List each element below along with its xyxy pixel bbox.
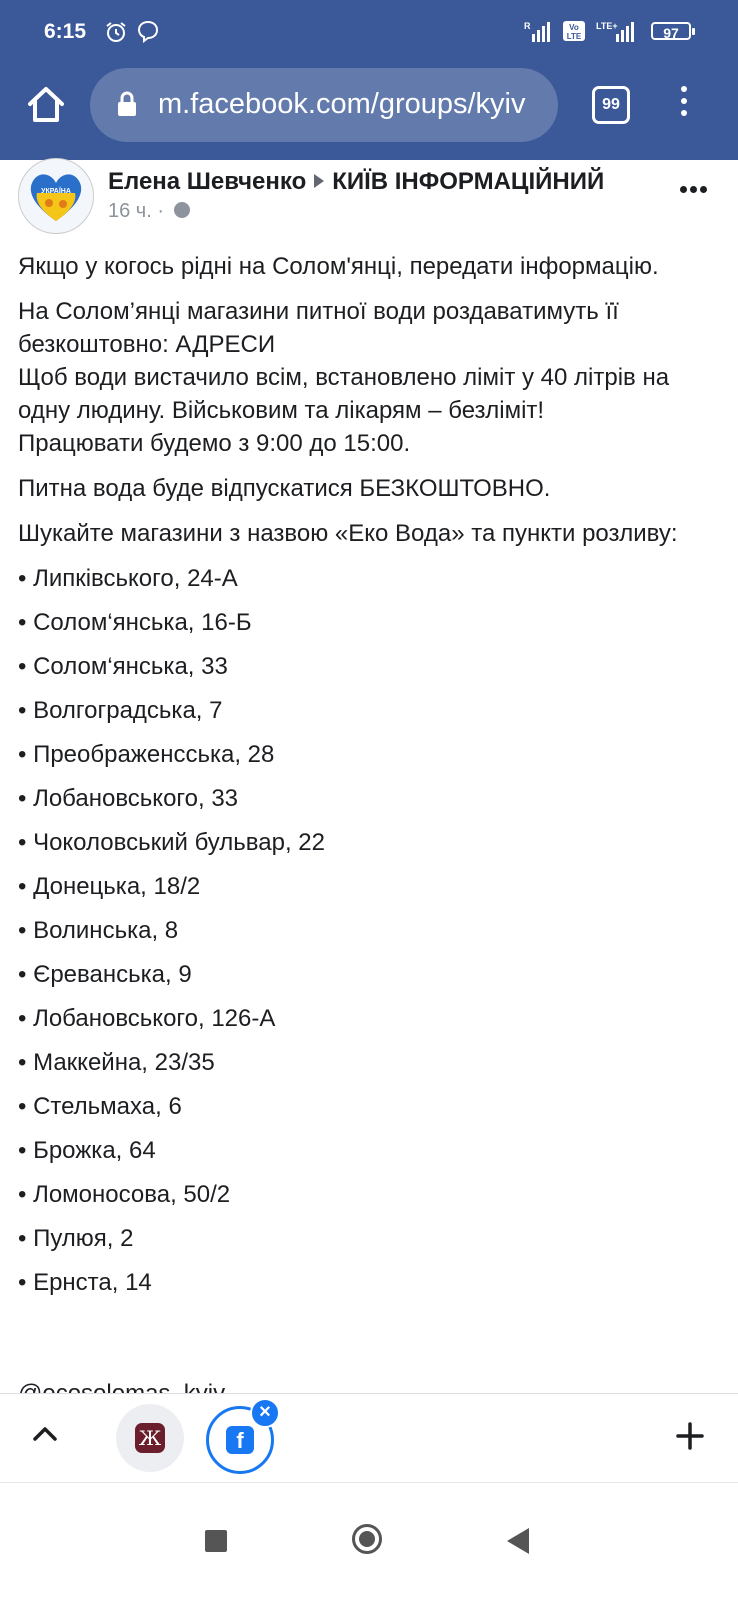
tab-thumbnail-other[interactable] — [116, 1404, 184, 1472]
address-item: • Маккейна, 23/35 — [18, 1049, 215, 1076]
browser-top-bar — [0, 0, 738, 160]
arrow-right-icon — [314, 174, 324, 188]
address-item: • Ернста, 14 — [18, 1269, 152, 1296]
post-paragraph: Шукайте магазини з назвою «Еко Вода» та пункти розливу: — [18, 520, 678, 547]
chevron-up-icon[interactable] — [30, 1422, 60, 1446]
address-item: • Єреванська, 9 — [18, 961, 192, 988]
status-time: 6:15 — [44, 20, 87, 43]
address-item: • Донецька, 18/2 — [18, 873, 201, 900]
post-paragraph: Питна вода буде відпускатися БЕЗКОШТОВНО. — [18, 475, 551, 502]
viber-icon — [136, 20, 160, 44]
volte-icon — [562, 20, 586, 42]
avatar-label: УКРАЇНА — [41, 188, 71, 195]
meta-separator: · — [157, 200, 165, 222]
svg-text:Vo: Vo — [569, 23, 579, 32]
address-item: • Пулюя, 2 — [18, 1225, 134, 1252]
address-item: • Чоколовський бульвар, 22 — [18, 829, 325, 856]
home-icon[interactable] — [24, 82, 68, 126]
post-meta — [108, 200, 190, 223]
address-item: • Солом‘янська, 33 — [18, 653, 228, 680]
lock-icon — [116, 91, 138, 117]
url-text: m.facebook.com/groups/kyiv — [158, 88, 526, 120]
address-item: • Брожка, 64 — [18, 1137, 156, 1164]
address-item: • Волгоградська, 7 — [18, 697, 223, 724]
address-item: • Лобановського, 33 — [18, 785, 239, 812]
back-icon[interactable] — [507, 1528, 529, 1554]
home-nav-icon[interactable] — [352, 1524, 382, 1554]
site-favicon-icon: Ж — [135, 1423, 165, 1453]
address-item: • Липківського, 24-А — [18, 565, 238, 592]
svg-text:LTE: LTE — [566, 32, 582, 41]
address-item: • Стельмаха, 6 — [18, 1093, 182, 1120]
lte-signal-icon — [596, 20, 640, 42]
ukraine-heart-logo — [19, 159, 93, 233]
new-tab-plus-icon[interactable] — [676, 1422, 704, 1450]
overflow-menu-icon[interactable] — [676, 86, 692, 126]
address-bar[interactable] — [90, 68, 558, 142]
tab-strip — [0, 1393, 738, 1482]
lte-label: LTE+ — [596, 21, 618, 31]
cut-off-line[interactable] — [18, 1377, 225, 1393]
close-tab-icon[interactable]: × — [250, 1398, 280, 1428]
post-text — [18, 250, 718, 1310]
system-nav-bar — [0, 1482, 738, 1601]
address-item: • Волинська, 8 — [18, 917, 179, 944]
post-paragraph: Якщо у когось рідні на Солом'янці, передати інформацію. — [18, 253, 659, 280]
address-item: • Преображенсська, 28 — [18, 741, 275, 768]
group-name[interactable]: КИЇВ ІНФОРМАЦІЙНИЙ — [332, 168, 605, 195]
address-item: • Лобановського, 126-А — [18, 1005, 276, 1032]
post-author-line — [108, 168, 604, 196]
address-item: • Ломоносова, 50/2 — [18, 1181, 231, 1208]
signal-icon — [524, 20, 552, 42]
battery-icon: 97 — [651, 22, 691, 40]
author-name[interactable]: Елена Шевченко — [108, 168, 307, 195]
alarm-icon — [104, 20, 128, 44]
globe-icon — [174, 202, 190, 218]
post-time[interactable]: 16 ч. — [108, 200, 152, 222]
post-paragraph: На Солом’янці магазини питної води роздаватимуть її безкоштовно: АДРЕСИ Щоб води вистачило всім, встановлено ліміт у 40 літрів на одну людину. Військовим та лікарям – безліміт! Працювати будемо з 9:00 до 15:00. — [18, 298, 670, 457]
post-more-options-icon[interactable] — [680, 180, 716, 192]
address-item: • Солом‘янська, 16-Б — [18, 609, 252, 636]
tab-switcher-button[interactable]: 99 — [592, 86, 630, 124]
facebook-icon: f — [226, 1426, 254, 1454]
roaming-label: R — [524, 21, 531, 31]
recents-icon[interactable] — [205, 1530, 227, 1552]
group-avatar[interactable] — [18, 158, 94, 234]
